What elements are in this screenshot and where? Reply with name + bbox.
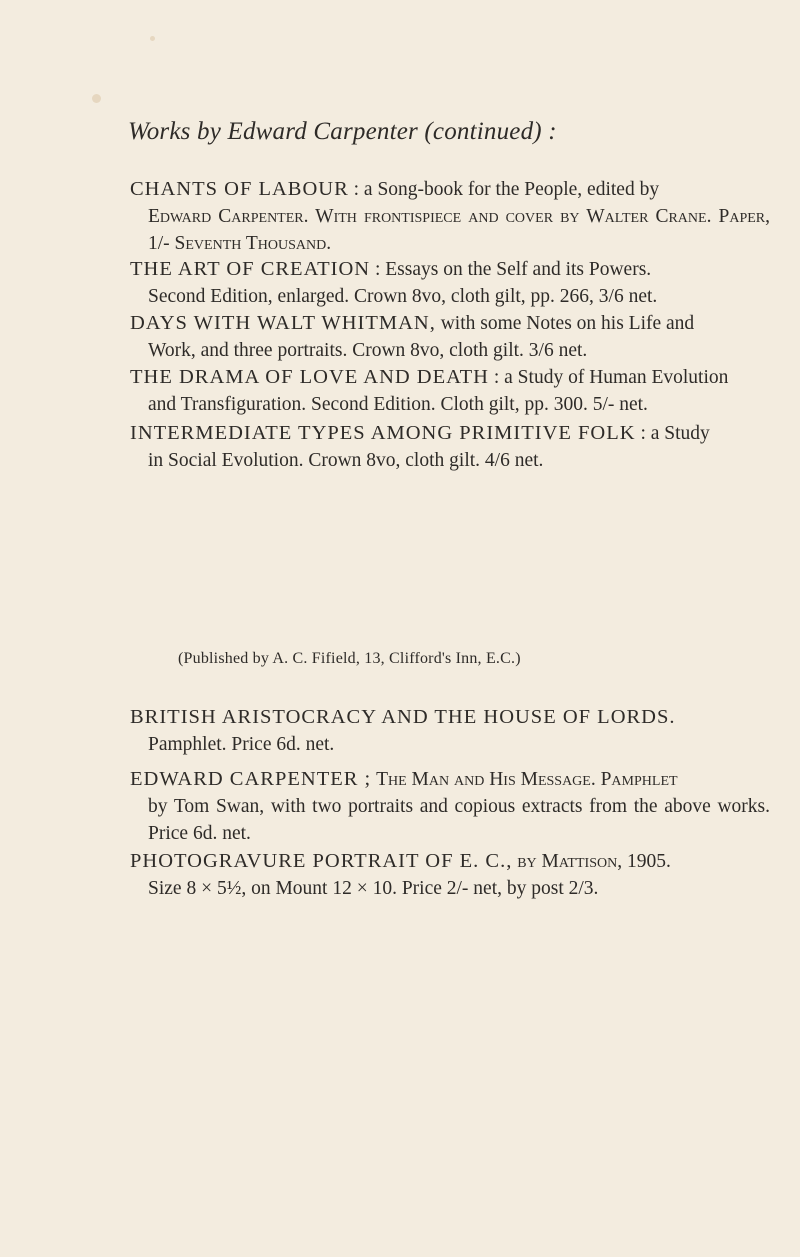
entry-title: BRITISH ARISTOCRACY AND THE HOUSE OF LORDS.: [130, 706, 676, 728]
entry-lead: : Essays on the Self and its Powers.: [374, 259, 652, 280]
entry-lead: : a Study: [640, 423, 710, 444]
entry-intermediate-types: [130, 420, 770, 474]
paper-stain: [150, 36, 155, 41]
entry-details: and Transfiguration. Second Edition. Cloth gilt, pp. 300. 5/- net.: [148, 394, 648, 415]
entry-edward-carpenter-pamphlet: [130, 766, 770, 847]
entry-photogravure-portrait: [130, 848, 770, 902]
entry-details: Size 8 × 5½, on Mount 12 × 10. Price 2/- net, by post 2/3.: [148, 878, 599, 899]
publisher-note: (Published by A. C. Fifield, 13, Clifford's Inn, E.C.): [178, 650, 521, 667]
entry-title: DAYS WITH WALT WHITMAN,: [130, 312, 436, 334]
paper-stain: [92, 94, 101, 103]
entry-lead: : a Study of Human Evolution: [493, 367, 729, 388]
entry-lead: : a Song-book for the People, edited by: [353, 179, 660, 200]
entry-details: Work, and three portraits. Crown 8vo, cloth gilt. 3/6 net.: [148, 340, 588, 361]
entry-art-of-creation: [130, 256, 770, 310]
entry-details: by Tom Swan, with two portraits and copious extracts from the above works. Price 6d. net.: [148, 796, 770, 844]
entry-drama-of-love-and-death: [130, 364, 770, 418]
entry-details: Edward Carpenter. With frontispiece and cover by Walter Crane. Paper, 1/- Seventh Thousand.: [148, 206, 770, 254]
page-heading: Works by Edward Carpenter (continued) :: [128, 118, 557, 145]
entry-title: PHOTOGRAVURE PORTRAIT OF E. C.,: [130, 850, 513, 872]
entry-days-with-walt-whitman: [130, 310, 770, 364]
entry-details: Second Edition, enlarged. Crown 8vo, cloth gilt, pp. 266, 3/6 net.: [148, 286, 658, 307]
entry-details: in Social Evolution. Crown 8vo, cloth gilt. 4/6 net.: [148, 450, 544, 471]
entry-lead: with some Notes on his Life and: [440, 313, 695, 334]
entry-lead: The Man and His Message. Pamphlet: [376, 769, 678, 790]
entry-title: EDWARD CARPENTER ;: [130, 768, 372, 790]
entry-title: CHANTS OF LABOUR: [130, 178, 349, 200]
entry-chants-of-labour: [130, 176, 770, 257]
entry-title: THE ART OF CREATION: [130, 258, 371, 280]
entry-british-aristocracy: [130, 704, 770, 758]
entry-title: INTERMEDIATE TYPES AMONG PRIMITIVE FOLK: [130, 422, 636, 444]
entry-details: Pamphlet. Price 6d. net.: [148, 734, 335, 755]
entry-title: THE DRAMA OF LOVE AND DEATH: [130, 366, 489, 388]
entry-lead: by Mattison, 1905.: [517, 851, 671, 872]
